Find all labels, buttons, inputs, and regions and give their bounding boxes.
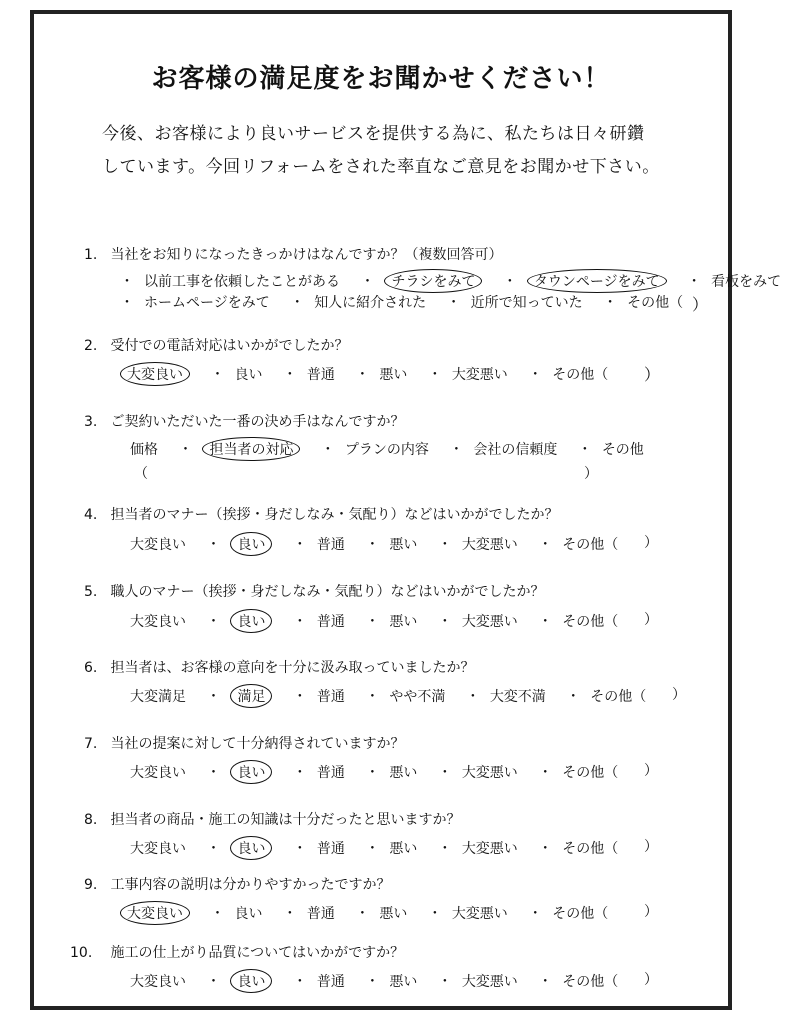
option-selected[interactable]: 良い [230,760,272,784]
option[interactable]: 普通 [316,841,345,857]
option[interactable]: 大変良い [130,841,186,857]
option-other[interactable]: その他（ [562,974,619,990]
option[interactable]: 普通 [316,689,345,705]
question-9-options: 大変良い ・ 良い ・ 普通 ・ 悪い ・ 大変悪い ・ その他（ [120,901,614,925]
question-10 [70,942,404,962]
option-selected[interactable]: 良い [230,609,272,633]
option-selected[interactable]: チラシをみて [384,269,482,293]
paren-close: ） [644,904,658,920]
option-other[interactable]: その他（ [590,689,647,705]
option-selected[interactable]: 担当者の対応 [202,437,300,461]
option[interactable]: 以前工事を依頼したことがある [144,274,340,290]
option[interactable]: 悪い [379,367,408,383]
option[interactable]: 価格 [130,442,158,458]
question-1-options-line-1: ・ 以前工事を依頼したことがある ・ チラシをみて ・ タウンページをみて ・ 看板をみて [110,269,787,293]
option[interactable]: 普通 [306,367,335,383]
question-3-options: 価格 ・ 担当者の対応 ・ プランの内容 ・ 会社の信頼度 ・ その他 [130,437,650,461]
option[interactable]: 悪い [389,614,418,630]
option[interactable]: 大変悪い [451,906,508,922]
intro-line-1: 今後、お客様により良いサービスを提供する為に、私たちは日々研鑽 [102,124,645,144]
paren-close: ） [672,687,686,703]
option[interactable]: 会社の信頼度 [473,442,558,458]
question-9 [84,874,390,894]
option[interactable]: 大変悪い [461,974,518,990]
paren-close: ） [644,972,658,988]
question-4-options: 大変良い ・ 良い ・ 普通 ・ 悪い ・ 大変悪い ・ その他（ [130,532,624,556]
question-3 [84,411,404,431]
question-number: 5. [84,584,98,600]
option[interactable]: 悪い [379,906,408,922]
question-1-options-line-2: ・ ホームページをみて ・ 知人に紹介された ・ 近所で知っていた ・ その他（ [110,292,689,312]
option[interactable]: 普通 [306,906,335,922]
option[interactable]: 看板をみて [711,274,782,290]
option[interactable]: 悪い [389,537,418,553]
option-selected[interactable]: 良い [230,969,272,993]
question-1 [84,244,502,264]
question-number: 7. [84,736,98,752]
question-text: ご契約いただいた一番の決め手はなんですか？ [110,414,405,430]
option[interactable]: 良い [234,906,263,922]
option[interactable]: 大変満足 [130,689,186,705]
question-number: 10. [70,945,93,961]
option-other[interactable]: その他（ [562,614,619,630]
question-text: 工事内容の説明は分かりやすかったですか？ [110,877,391,893]
option[interactable]: 大変悪い [461,537,518,553]
question-number: 1. [84,247,98,263]
option[interactable]: やや不満 [389,689,446,705]
option[interactable]: 大変悪い [461,841,518,857]
option[interactable]: 悪い [389,765,418,781]
question-6-options: 大変満足 ・ 満足 ・ 普通 ・ やや不満 ・ 大変不満 ・ その他（ [130,684,652,708]
option-selected[interactable]: 良い [230,836,272,860]
option-other[interactable]: その他（ [562,537,619,553]
option[interactable]: プランの内容 [344,442,429,458]
option[interactable]: 悪い [389,974,418,990]
question-8-options: 大変良い ・ 良い ・ 普通 ・ 悪い ・ 大変悪い ・ その他（ [130,836,624,860]
question-text: 担当者のマナー（挨拶・身だしなみ・気配り）などはいかがでしたか？ [110,507,559,523]
paren-close: ） [584,466,598,482]
option[interactable]: 大変良い [130,974,186,990]
question-number: 8. [84,812,98,828]
option[interactable]: 大変良い [130,537,186,553]
question-7 [84,733,404,753]
option[interactable]: 良い [234,367,263,383]
option-selected[interactable]: 満足 [230,684,272,708]
option-other[interactable]: その他（ [552,367,609,383]
option-other[interactable]: その他（ [562,841,619,857]
question-5 [84,581,544,601]
question-text: 当社の提案に対して十分納得されていますか？ [110,736,405,752]
survey-body [44,24,782,996]
paren-close: ） [692,295,709,314]
question-number: 4. [84,507,98,523]
question-6 [84,657,474,677]
paren-open: （ [134,466,148,482]
paren-close: ） [644,365,661,384]
option-other[interactable]: その他（ [552,906,609,922]
question-2 [84,335,348,355]
option[interactable]: 普通 [316,537,345,553]
paren-close: ） [644,612,658,628]
paren-close: ） [644,535,658,551]
question-5-options: 大変良い ・ 良い ・ 普通 ・ 悪い ・ 大変悪い ・ その他（ [130,609,624,633]
question-7-options: 大変良い ・ 良い ・ 普通 ・ 悪い ・ 大変悪い ・ その他（ [130,760,624,784]
option-other[interactable]: その他（ [627,295,684,311]
question-number: 2. [84,338,98,354]
option[interactable]: 知人に紹介された [314,295,427,311]
option-selected[interactable]: タウンページをみて [527,269,667,293]
intro-line-2: しています。今回リフォームをされた率直なご意見をお聞かせ下さい。 [102,157,660,177]
question-number: 6. [84,660,98,676]
question-text: 施工の仕上がり品質についてはいかがですか？ [110,945,405,961]
option[interactable]: 大変悪い [461,765,518,781]
survey-frame [30,10,782,1010]
option-selected[interactable]: 大変良い [120,362,190,386]
question-10-options: 大変良い ・ 良い ・ 普通 ・ 悪い ・ 大変悪い ・ その他（ [130,969,624,993]
page-title: お客様の満足度をお聞かせください！ [151,64,611,94]
option[interactable]: ホームページをみて [144,295,270,311]
option[interactable]: 普通 [316,974,345,990]
option[interactable]: 大変良い [130,614,186,630]
option[interactable]: 近所で知っていた [470,295,583,311]
question-text: 当社をお知りになったきっかけはなんですか？（複数回答可） [110,247,503,263]
option[interactable]: 普通 [316,765,345,781]
question-number: 3. [84,414,98,430]
paren-close: ） [644,839,658,855]
question-text: 受付での電話対応はいかがでしたか？ [110,338,349,354]
question-text: 担当者の商品・施工の知識は十分だったと思いますか？ [110,812,461,828]
option[interactable]: 大変不満 [489,689,546,705]
question-text: 担当者は、お客様の意向を十分に汲み取っていましたか？ [110,660,475,676]
question-4 [84,504,558,524]
question-text: 職人のマナー（挨拶・身だしなみ・気配り）などはいかがでしたか？ [110,584,545,600]
option-selected[interactable]: 良い [230,532,272,556]
paren-close: ） [644,763,658,779]
option[interactable]: 大変悪い [461,614,518,630]
option[interactable]: 悪い [389,841,418,857]
option[interactable]: 大変悪い [451,367,508,383]
option-selected[interactable]: 大変良い [120,901,190,925]
question-8 [84,809,460,829]
option-other[interactable]: その他（ [562,765,619,781]
option[interactable]: 大変良い [130,765,186,781]
question-number: 9. [84,877,98,893]
option-other[interactable]: その他 [601,442,644,458]
question-2-options: 大変良い ・ 良い ・ 普通 ・ 悪い ・ 大変悪い ・ その他（ [120,362,614,386]
option[interactable]: 普通 [316,614,345,630]
